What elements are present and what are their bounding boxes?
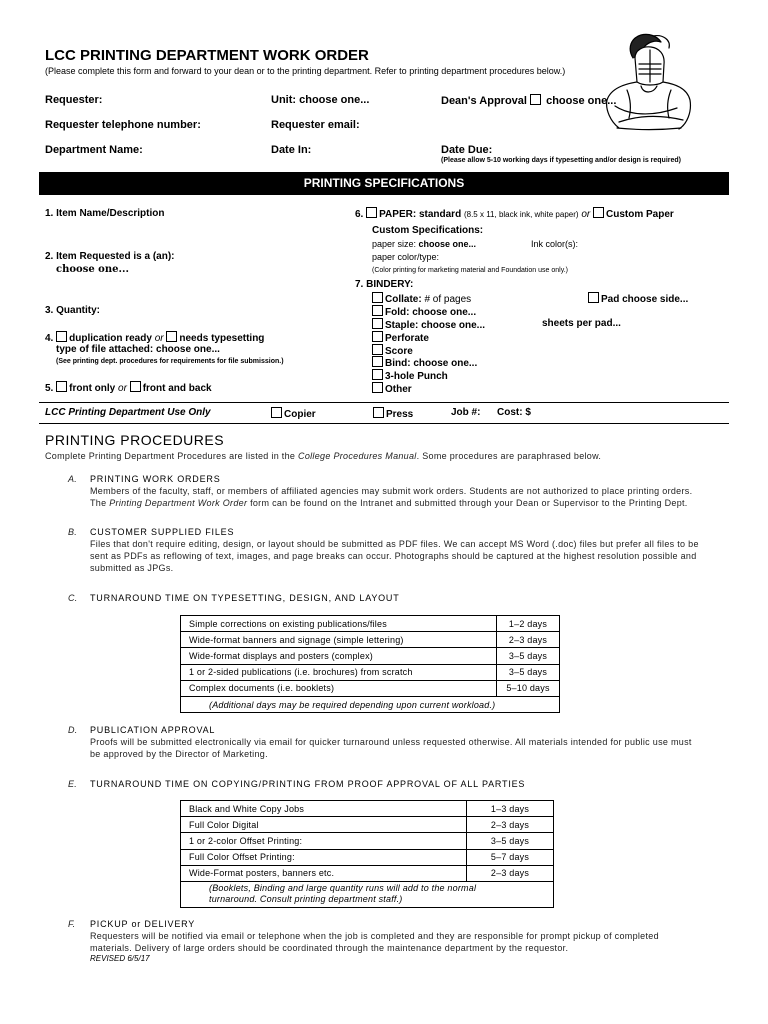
section-b-title: CUSTOMER SUPPLIED FILES (90, 527, 235, 537)
hole-punch-checkbox[interactable] (372, 369, 383, 380)
deans-approval-label: Dean's Approval (441, 95, 527, 107)
task-cell: Full Color Offset Printing: (181, 849, 467, 865)
pad-checkbox[interactable] (588, 292, 599, 303)
table-row (181, 865, 554, 881)
deans-approval-field[interactable] (441, 94, 616, 107)
table-note (181, 881, 554, 907)
custom-paper-label: Custom Paper (606, 209, 674, 220)
file-type-dropdown[interactable]: type of file attached: choose one... (56, 344, 220, 355)
press-checkbox[interactable] (373, 407, 384, 418)
custom-specs-label: Custom Specifications: (372, 225, 484, 236)
paper-standard-label: PAPER: standard (379, 209, 462, 220)
use-only-label: LCC Printing Department Use Only (45, 407, 211, 418)
needs-typesetting-label: needs typesetting (179, 333, 265, 344)
item-requested-dropdown[interactable]: choose one... (56, 264, 129, 275)
perforate-checkbox[interactable] (372, 331, 383, 342)
section-d-title: PUBLICATION APPROVAL (90, 725, 216, 735)
paper-size-label: paper size: (372, 239, 417, 249)
other-label: Other (385, 384, 412, 395)
table-row (181, 664, 560, 680)
requester-label: Requester: (45, 94, 103, 106)
intro-text-b: . Some procedures are paraphrased below. (416, 451, 602, 461)
task-cell: Black and White Copy Jobs (181, 801, 467, 817)
time-cell: 3–5 days (467, 833, 554, 849)
staple-row (372, 318, 485, 331)
other-checkbox[interactable] (372, 382, 383, 393)
page-subtitle: (Please complete this form and forward to your dean or to the printing department. Refer to printing department procedures below.) (45, 66, 566, 76)
bind-dropdown[interactable]: Bind: choose one... (385, 358, 478, 369)
duplication-ready-checkbox[interactable] (56, 331, 67, 342)
section-a-line2 (90, 498, 688, 508)
item-requested-label: 2. Item Requested is a (an): (45, 251, 175, 262)
copier-row (271, 407, 316, 420)
collate-row (372, 292, 471, 305)
or-text: or (154, 333, 164, 344)
section-d-letter: D. (68, 725, 78, 735)
file-submission-note: (See printing dept. procedures for requirements for file submission.) (56, 358, 284, 365)
department-label: Department Name: (45, 144, 143, 156)
duplication-row (45, 331, 264, 344)
perforate-label: Perforate (385, 333, 429, 344)
a-line2-text-a: The (90, 498, 110, 508)
date-in-label: Date In: (271, 144, 312, 156)
or-text-2: or (118, 383, 127, 394)
unit-label: Unit: (271, 94, 297, 106)
table-row (181, 833, 554, 849)
color-printing-note: (Color printing for marketing material and Foundation use only.) (372, 267, 568, 274)
date-due-label: Date Due: (441, 144, 493, 156)
task-cell: Full Color Digital (181, 817, 467, 833)
pad-dropdown[interactable]: Pad choose side... (601, 294, 689, 305)
table-row (181, 632, 560, 648)
job-number-label: Job #: (451, 407, 481, 418)
staple-dropdown[interactable]: Staple: choose one... (385, 320, 486, 331)
bind-checkbox[interactable] (372, 356, 383, 367)
fold-row (372, 305, 476, 318)
copying-turnaround-table (180, 800, 554, 908)
time-cell: 3–5 days (497, 648, 560, 664)
sides-row (45, 381, 212, 394)
time-cell: 2–3 days (497, 632, 560, 648)
section-b-line1: Files that don't require editing, design, or layout should be submitted as PDF files. We can accept MS Word (.doc) files but prefer all files to be (90, 539, 699, 549)
a-line2-text-b: form can be found on the Intranet and submitted through your Dean or Supervisor to the Printing Dept. (247, 498, 688, 508)
task-cell: Wide-format banners and signage (simple lettering) (181, 632, 497, 648)
section-c-letter: C. (68, 593, 78, 603)
task-cell: Simple corrections on existing publications/files (181, 616, 497, 632)
table-row (181, 849, 554, 865)
needs-typesetting-checkbox[interactable] (166, 331, 177, 342)
score-checkbox[interactable] (372, 344, 383, 355)
time-cell: 1–3 days (467, 801, 554, 817)
paper-row (355, 207, 674, 220)
copier-checkbox[interactable] (271, 407, 282, 418)
section-a-line1: Members of the faculty, staff, or members of affiliated agencies may submit work orders. Students are not authorized to place printing orders. (90, 486, 693, 496)
knight-mascot-image (597, 30, 699, 140)
fold-dropdown[interactable]: Fold: choose one... (385, 307, 477, 318)
or-text-3: or (581, 209, 591, 220)
section-d-line2: be approved by the Director of Marketing. (90, 749, 268, 759)
intro-manual: College Procedures Manual (298, 451, 417, 461)
use-only-top-rule (39, 402, 729, 403)
unit-field[interactable] (271, 94, 369, 106)
paper-size-field[interactable] (372, 239, 476, 249)
table-row (181, 817, 554, 833)
a-line2-form-name: Printing Department Work Order (109, 498, 248, 508)
custom-paper-checkbox[interactable] (593, 207, 604, 218)
time-cell: 2–3 days (467, 865, 554, 881)
front-only-checkbox[interactable] (56, 381, 67, 392)
use-only-bottom-rule (39, 423, 729, 424)
quantity-label: 3. Quantity: (45, 305, 101, 316)
item6-number: 6. (355, 209, 364, 220)
section-f-line1: Requesters will be notified via email or telephone when the job is completed and they are responsible for prompt pickup of completed (90, 931, 659, 941)
procedures-intro (45, 451, 601, 461)
deans-approval-dropdown[interactable]: choose one... (546, 95, 617, 107)
time-cell: 1–2 days (497, 616, 560, 632)
duplication-ready-label: duplication ready (69, 333, 152, 344)
cost-label: Cost: $ (497, 407, 531, 418)
bind-row (372, 356, 477, 369)
task-cell: Wide-format displays and posters (complex) (181, 648, 497, 664)
intro-text-a: Complete Printing Department Procedures are listed in the (45, 451, 299, 461)
collate-label: Collate: (385, 294, 422, 305)
item4-number: 4. (45, 333, 54, 344)
email-label: Requester email: (271, 119, 360, 131)
section-e-letter: E. (68, 779, 78, 789)
unit-dropdown[interactable]: choose one... (299, 94, 370, 106)
page-title: LCC PRINTING DEPARTMENT WORK ORDER (45, 47, 369, 64)
telephone-label: Requester telephone number: (45, 119, 201, 131)
table-note-row (181, 881, 554, 907)
task-cell: Wide-Format posters, banners etc. (181, 865, 467, 881)
table-note: (Additional days may be required depending upon current workload.) (181, 696, 560, 712)
date-due-note: (Please allow 5-10 working days if typesetting and/or design is required) (441, 157, 682, 164)
pad-row (588, 292, 688, 305)
table-row (181, 616, 560, 632)
paper-standard-checkbox[interactable] (366, 207, 377, 218)
procedures-title: PRINTING PROCEDURES (45, 432, 225, 448)
section-b-line2: sent as PDFs as reflowing of text, images, and page breaks can occur. Photographs should be captured at the highest resolution possible and (90, 551, 697, 561)
deans-approval-checkbox[interactable] (530, 94, 541, 105)
pages-label: # of pages (424, 294, 472, 305)
fold-checkbox[interactable] (372, 305, 383, 316)
sheets-per-pad-label: sheets per pad... (542, 318, 621, 329)
table-note-line2: turnaround. Consult printing department staff.) (209, 894, 403, 905)
printing-specifications-heading: PRINTING SPECIFICATIONS (303, 176, 465, 190)
section-c-title: TURNAROUND TIME ON TYPESETTING, DESIGN, AND LAYOUT (90, 593, 400, 603)
section-f-letter: F. (68, 919, 76, 929)
item5-number: 5. (45, 383, 54, 394)
front-back-label: front and back (142, 383, 212, 394)
section-b-letter: B. (68, 527, 78, 537)
time-cell: 3–5 days (497, 664, 560, 680)
staple-checkbox[interactable] (372, 318, 383, 329)
ink-colors-label: Ink color(s): (531, 239, 579, 249)
press-row (373, 407, 413, 420)
front-only-label: front only (69, 383, 116, 394)
paper-color-label: paper color/type: (372, 252, 440, 262)
typesetting-turnaround-table (180, 615, 560, 713)
other-row (372, 382, 412, 395)
task-cell: 1 or 2-sided publications (i.e. brochures) from scratch (181, 664, 497, 680)
copier-label: Copier (284, 409, 316, 420)
section-f-line2: materials. Delivery of large orders should be coordinated through the maintenance department by the requestor. (90, 943, 569, 953)
paper-size-dropdown[interactable]: choose one... (418, 239, 477, 249)
score-label: Score (385, 346, 413, 357)
section-e-title: TURNAROUND TIME ON COPYING/PRINTING FROM PROOF APPROVAL OF ALL PARTIES (90, 779, 526, 789)
table-row (181, 801, 554, 817)
revised-date: REVISED 6/5/17 (90, 954, 150, 963)
paper-standard-note: (8.5 x 11, black ink, white paper) (463, 210, 579, 219)
press-label: Press (386, 409, 414, 420)
collate-checkbox[interactable] (372, 292, 383, 303)
printing-specifications-bar (39, 172, 729, 195)
section-a-title: PRINTING WORK ORDERS (90, 474, 221, 484)
time-cell: 5–7 days (467, 849, 554, 865)
time-cell: 5–10 days (497, 680, 560, 696)
task-cell: 1 or 2-color Offset Printing: (181, 833, 467, 849)
task-cell: Complex documents (i.e. booklets) (181, 680, 497, 696)
table-row (181, 648, 560, 664)
section-b-line3: submitted as JPGs. (90, 563, 174, 573)
perforate-row (372, 331, 429, 344)
time-cell: 2–3 days (467, 817, 554, 833)
section-d-line1: Proofs will be submitted electronically via email for quicker turnaround unless requested otherwise. All materials intended for public use must (90, 737, 692, 747)
section-f-title: PICKUP or DELIVERY (90, 919, 196, 929)
section-a-letter: A. (68, 474, 78, 484)
table-row (181, 680, 560, 696)
hole-punch-row (372, 369, 448, 382)
item-name-label: 1. Item Name/Description (45, 208, 165, 219)
hole-punch-label: 3-hole Punch (385, 371, 448, 382)
front-back-checkbox[interactable] (130, 381, 141, 392)
table-note-line1: (Booklets, Binding and large quantity runs will add to the normal (209, 883, 477, 894)
table-note-row (181, 696, 560, 712)
bindery-label: 7. BINDERY: (355, 279, 414, 290)
